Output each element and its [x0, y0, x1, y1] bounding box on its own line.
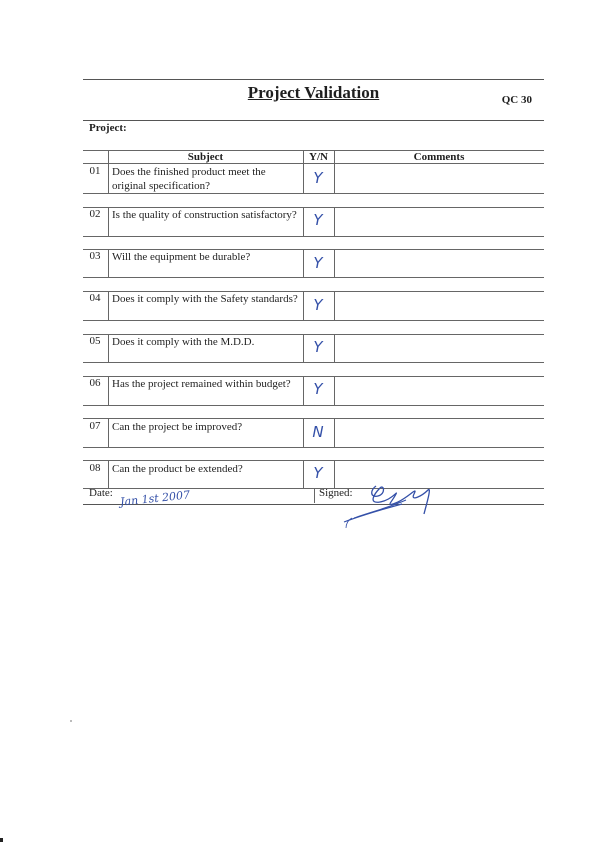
header-yn: Y/N	[309, 151, 328, 163]
row-number: 05	[89, 335, 101, 347]
col-rule	[334, 460, 335, 488]
form-title: Project Validation	[247, 83, 380, 102]
col-rule	[108, 460, 109, 488]
row-rule	[83, 460, 544, 461]
footer-divider	[314, 488, 315, 503]
date-label: Date:	[89, 487, 113, 499]
col-rule	[334, 249, 335, 277]
signed-label: Signed:	[319, 487, 353, 499]
form-code: QC 30	[501, 94, 532, 106]
col-rule	[108, 291, 109, 320]
row-question: Does it comply with the Safety standards?	[112, 293, 298, 305]
row-rule	[83, 277, 544, 278]
row-rule	[83, 193, 544, 194]
scan-artifact	[0, 838, 3, 842]
row-answer: Y	[313, 211, 323, 229]
row-number: 02	[89, 208, 101, 220]
row-answer: Y	[313, 169, 323, 187]
row-rule	[83, 362, 544, 363]
row-question: Can the product be extended?	[112, 463, 243, 475]
project-label: Project:	[89, 122, 127, 134]
col-rule	[108, 249, 109, 277]
form-title-block	[83, 80, 544, 121]
col-rule	[334, 207, 335, 236]
row-rule	[83, 418, 544, 419]
scan-artifact	[70, 720, 72, 722]
header-subject: Subject	[187, 151, 224, 163]
col-rule	[108, 334, 109, 362]
row-answer: N	[312, 423, 324, 441]
row-answer: Y	[313, 464, 323, 482]
row-number: 08	[89, 462, 101, 474]
row-number: 04	[89, 292, 101, 304]
header-comments: Comments	[413, 151, 465, 163]
row-rule	[83, 320, 544, 321]
header-bottom-rule	[83, 163, 544, 164]
row-answer: Y	[313, 254, 323, 272]
row-question: Can the project be improved?	[112, 421, 243, 433]
row-answer: Y	[313, 296, 323, 314]
col-rule	[334, 291, 335, 320]
row-question: Is the quality of construction satisfactory?	[112, 209, 297, 221]
col-rule	[334, 418, 335, 447]
row-answer: Y	[313, 380, 323, 398]
row-rule	[83, 405, 544, 406]
date-value: Jan 1st 2007	[119, 488, 191, 509]
row-question: Will the equipment be durable?	[112, 251, 251, 263]
row-question: Does it comply with the M.D.D.	[112, 336, 255, 348]
row-rule	[83, 236, 544, 237]
row-number: 01	[89, 165, 101, 177]
row-question: Has the project remained within budget?	[112, 378, 291, 390]
signature-mark	[340, 476, 440, 532]
row-answer: Y	[313, 338, 323, 356]
col-rule	[108, 418, 109, 447]
row-question: Does the finished product meet the original specification?	[112, 166, 266, 192]
row-rule	[83, 447, 544, 448]
col-rule	[108, 376, 109, 405]
row-number: 07	[89, 420, 101, 432]
row-number: 06	[89, 377, 101, 389]
row-number: 03	[89, 250, 101, 262]
col-rule	[334, 376, 335, 405]
col-rule	[108, 207, 109, 236]
col-rule	[334, 334, 335, 362]
